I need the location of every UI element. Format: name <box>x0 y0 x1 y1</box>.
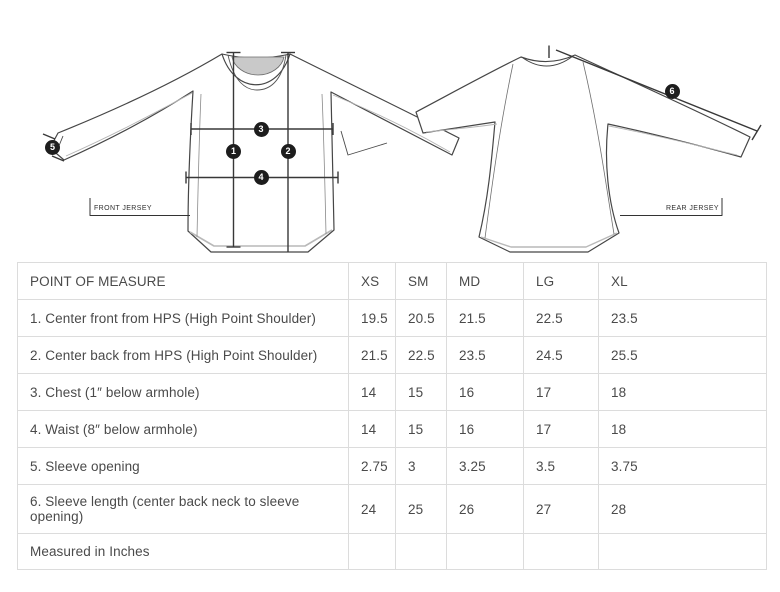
footer-note: Measured in Inches <box>18 534 349 570</box>
header-size-lg: LG <box>524 263 599 300</box>
value-cell: 20.5 <box>396 300 447 337</box>
table-header-row <box>18 263 767 300</box>
value-cell: 14 <box>349 411 396 448</box>
value-cell: 26 <box>447 485 524 534</box>
value-cell: 21.5 <box>447 300 524 337</box>
header-size-md: MD <box>447 263 524 300</box>
empty-cell <box>599 534 767 570</box>
size-measurement-table <box>17 262 767 570</box>
value-cell: 15 <box>396 374 447 411</box>
value-cell: 18 <box>599 374 767 411</box>
empty-cell <box>349 534 396 570</box>
value-cell: 14 <box>349 374 396 411</box>
measure-label: 4. Waist (8″ below armhole) <box>18 411 349 448</box>
value-cell: 2.75 <box>349 448 396 485</box>
value-cell: 3.5 <box>524 448 599 485</box>
table-row <box>18 448 767 485</box>
value-cell: 19.5 <box>349 300 396 337</box>
value-cell: 18 <box>599 411 767 448</box>
value-cell: 16 <box>447 411 524 448</box>
measure-label: 2. Center back from HPS (High Point Shoulder) <box>18 337 349 374</box>
header-point-of-measure: POINT OF MEASURE <box>18 263 349 300</box>
value-cell: 27 <box>524 485 599 534</box>
value-cell: 16 <box>447 374 524 411</box>
table-row <box>18 337 767 374</box>
table-row <box>18 374 767 411</box>
measure-point-badge-3: 3 <box>254 122 269 137</box>
value-cell: 17 <box>524 411 599 448</box>
jersey-diagram <box>0 0 780 258</box>
value-cell: 22.5 <box>524 300 599 337</box>
value-cell: 22.5 <box>396 337 447 374</box>
value-cell: 23.5 <box>447 337 524 374</box>
header-size-sm: SM <box>396 263 447 300</box>
rear-jersey-label: REAR JERSEY <box>665 205 719 212</box>
measure-label: 5. Sleeve opening <box>18 448 349 485</box>
measure-point-badge-1: 1 <box>226 144 241 159</box>
empty-cell <box>447 534 524 570</box>
measure-point-badge-6: 6 <box>665 84 680 99</box>
table-row <box>18 485 767 534</box>
measure-label: 1. Center front from HPS (High Point Shoulder) <box>18 300 349 337</box>
value-cell: 28 <box>599 485 767 534</box>
measure-point-badge-4: 4 <box>254 170 269 185</box>
value-cell: 3 <box>396 448 447 485</box>
rear-jersey-drawing <box>416 46 761 253</box>
empty-cell <box>524 534 599 570</box>
value-cell: 25.5 <box>599 337 767 374</box>
front-jersey-drawing <box>43 53 459 253</box>
value-cell: 21.5 <box>349 337 396 374</box>
header-size-xl: XL <box>599 263 767 300</box>
value-cell: 24 <box>349 485 396 534</box>
measure-point-badge-2: 2 <box>281 144 296 159</box>
value-cell: 24.5 <box>524 337 599 374</box>
empty-cell <box>396 534 447 570</box>
value-cell: 23.5 <box>599 300 767 337</box>
table-footer-row <box>18 534 767 570</box>
value-cell: 17 <box>524 374 599 411</box>
table-row <box>18 411 767 448</box>
jersey-line-art <box>0 0 780 258</box>
table-row <box>18 300 767 337</box>
value-cell: 25 <box>396 485 447 534</box>
value-cell: 15 <box>396 411 447 448</box>
value-cell: 3.75 <box>599 448 767 485</box>
measure-label: 6. Sleeve length (center back neck to sleeve opening) <box>18 485 349 534</box>
measure-point-badge-5: 5 <box>45 140 60 155</box>
value-cell: 3.25 <box>447 448 524 485</box>
front-jersey-label: FRONT JERSEY <box>94 205 152 212</box>
measure-label: 3. Chest (1″ below armhole) <box>18 374 349 411</box>
header-size-xs: XS <box>349 263 396 300</box>
